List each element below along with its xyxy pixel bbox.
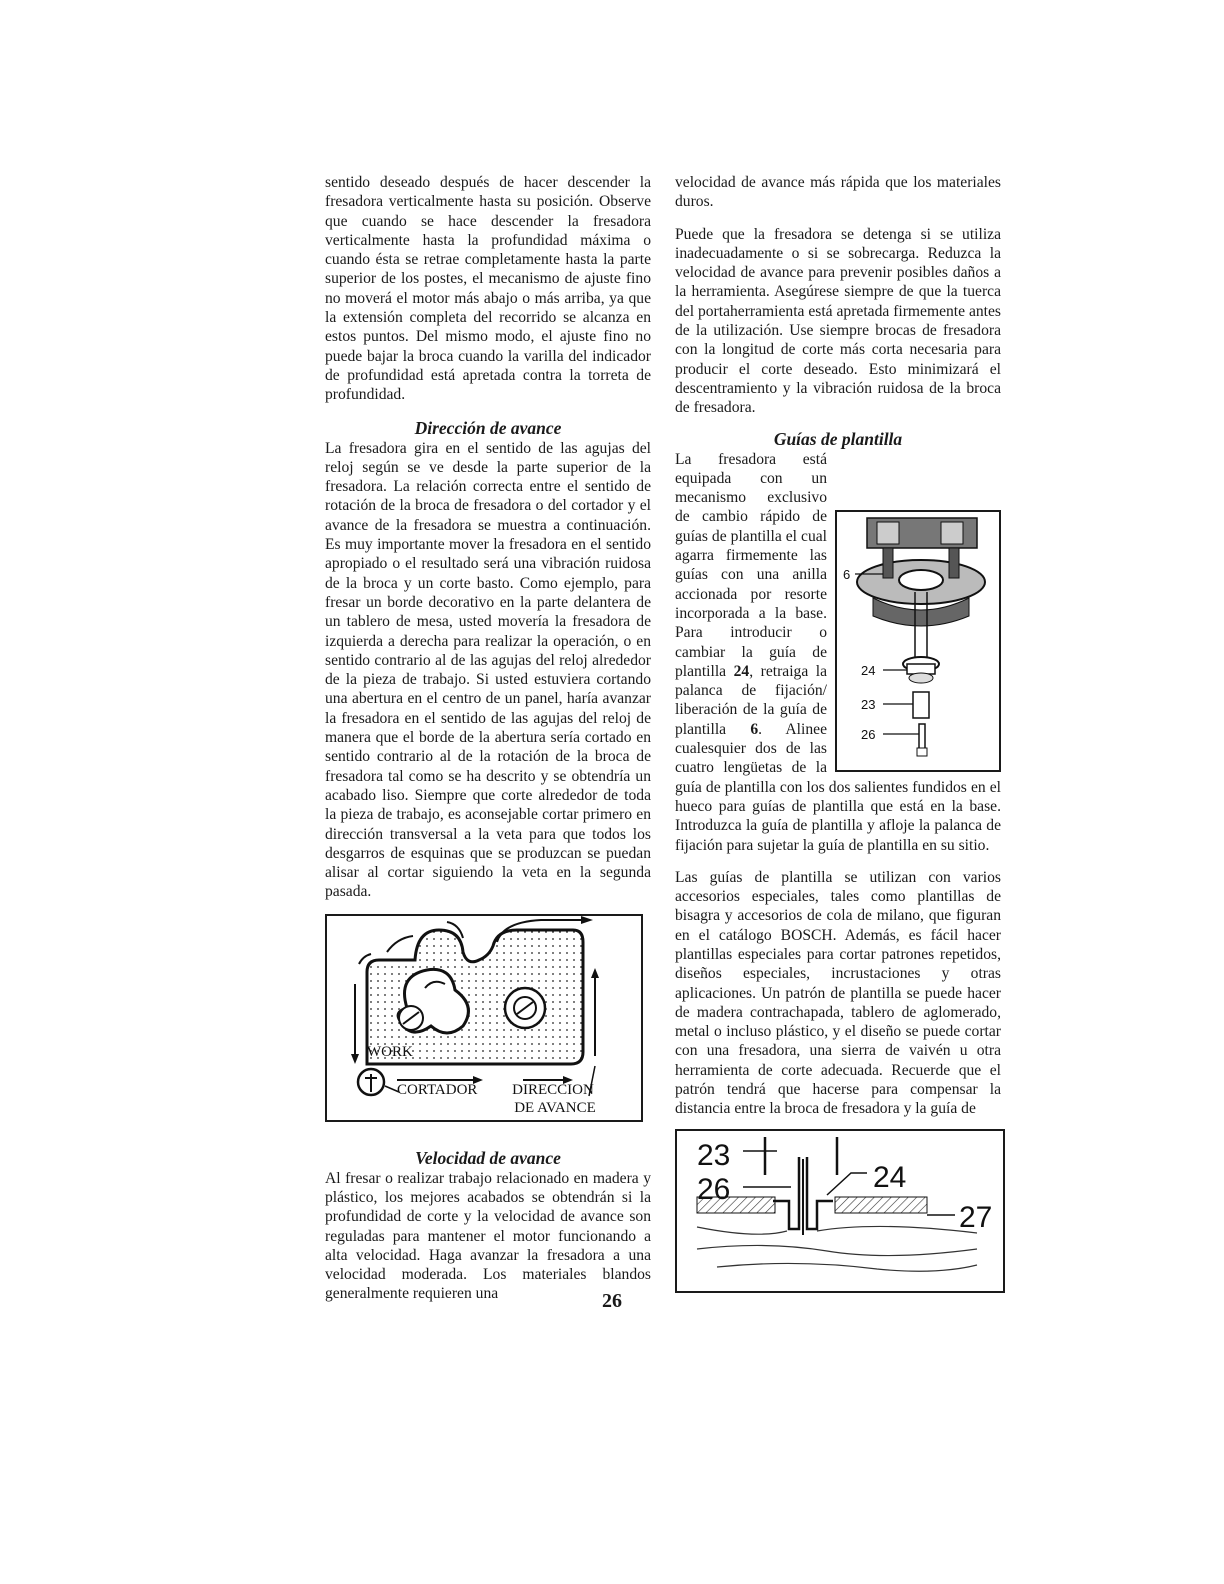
figure-feed-direction (325, 914, 643, 1122)
cutter-label: CORTADOR (397, 1081, 478, 1098)
paragraph-feed-speed: Al fresar o realizar trabajo relacionado en madera y plástico, los mejores acabados se obtendrán si la profundidad de corte y la velocidad de avance son reguladas para mantener el motor funcionando a alta velocidad. Haga avanzar la fresadora a una velocidad moderada. Los materiales blandos generalmente requieren una (325, 1169, 651, 1303)
direction-label-line2: DE AVANCE (514, 1099, 596, 1116)
label-24: 24 (873, 1160, 907, 1194)
figure-template-section (675, 1129, 1005, 1293)
left-column (325, 173, 651, 1304)
label-6: 6 (843, 566, 851, 582)
heading-template-guides: Guías de plantilla (773, 428, 903, 449)
label-23: 23 (697, 1138, 731, 1172)
paragraph-feed-direction: La fresadora gira en el sentido de las agujas del reloj según se ve desde la parte superior de la fresadora. La relación correcta entre el sentido de rotación de la broca de fresadora o del cortador y el avance de la fresadora se muestra a continuación. Es muy importante mover la fresadora en el sentido apropiado o el resultado será una vibración ruidosa de la broca y un corte basto. Como ejemplo, para fresar un borde decorativo en la parte delantera de un tablero de mesa, usted movería la fresadora de izquierda a derecha para realizar la operación, o en sentido contrario al de las agujas del reloj alrededor de la pieza de trabajo. Si usted estuviera cortando una abertura en el centro de un panel, haría avanzar la fresadora en el sentido de las agujas del reloj de manera que el borde de la abertura sería cortado en sentido contrario al de la rotación de la broca de fresadora tal como se ha descrito y se obtendría un acabado liso. Siempre que corte alrededor de toda la pieza de trabajo, es aconsejable cortar primero en dirección transversal a la veta para que todos los desgarros de esquinas que se produzcan se puedan alisar al cortar siguiendo la veta en la segunda pasada. (325, 439, 651, 901)
feed-direction-diagram (327, 916, 641, 1120)
page-number: 26 (602, 1290, 622, 1312)
work-label: WORK (367, 1043, 413, 1060)
label-26: 26 (861, 726, 876, 742)
label-27: 27 (959, 1200, 993, 1234)
paragraph-overload: Puede que la fresadora se detenga si se utiliza inadecuadamente o si se sobrecarga. Reduzca la velocidad de avance para prevenir posibles daños a la herramienta. Asegúrese siempre de que la tuerca del portaherramienta está apretada firmemente antes de la utilización. Use siempre brocas de fresadora con la longitud de corte más corta necesaria para producir el corte deseado. Esto minimizará el descentramiento y la vibración ruidosa de la broca de fresadora. (675, 225, 1001, 417)
arrow-curve-icon (387, 936, 413, 952)
heading-feed-direction: Dirección de avance (414, 417, 562, 438)
label-24: 24 (861, 662, 876, 678)
wood-grain (697, 1226, 977, 1271)
paragraph-template-uses: Las guías de plantilla se utilizan con varios accesorios especiales, tales como plantillas de bisagra y accesorios de cola de milano, que figuran en el catálogo BOSCH. Además, es fácil hacer plantillas especiales para cortar patrones repetidos, diseños especiales, incrustaciones y otras aplicaciones. Un patrón de plantilla se puede hacer de madera contrachapada, tablero de aglomerado, metal o incluso plástico, y el diseño se puede cortar con una fresadora, una sierra de vaivén u otra herramienta de corte adecuada. Recuerde que el patrón tendrá que hacerse para compensar la distancia entre la broca de fresadora y la guía de (675, 868, 1001, 1118)
template-section-diagram (677, 1131, 1003, 1291)
label-26: 26 (697, 1172, 731, 1206)
direction-label-line1: DIRECCION (512, 1081, 594, 1098)
paragraph-speed-cont: velocidad de avance más rápida que los materiales duros. (675, 174, 1001, 211)
template-guide-diagram (837, 512, 999, 770)
paragraph-fine-adjust: sentido deseado después de hacer descender la fresadora verticalmente hasta su posición. Observe que cuando se hace descender la fresadora verticalmente hasta la profundidad máxima o cuando ésta se retrae completamente hasta la parte superior de los postes, el mecanismo de ajuste fino no moverá el motor más abajo o más arriba, ya que la extensión completa del recorrido se alcanza en estos puntos. Del mismo modo, el ajuste fino no puede bajar la broca cuando la varilla del indicador de profundidad está apretada contra la torreta de profundidad. (325, 174, 651, 404)
right-column (675, 173, 1001, 1293)
label-23: 23 (861, 696, 876, 712)
paragraph-template-guides: 6 24 23 26 La fresadora está equipada con un mecanismo exclusivo de cambio rápido de guías de plantilla el cual agarra firmemente las guías con una anilla accionada por resorte incorporada a la base. Para introducir o cambiar la guía de plantilla 24, retraiga la palanca de fijación/ liberación de la guía de plantilla 6. Alinee cualesquier dos de las cuatro lengüetas de la guía de plantilla con los dos salientes fundidos en el hueco para guías de plantilla que está en la base. Introduzca la guía de plantilla y afloje la palanca de fijación para sujetar la guía de plantilla en su sitio. (675, 450, 1001, 854)
figure-template-guide (835, 510, 1001, 772)
heading-feed-speed: Velocidad de avance (415, 1147, 561, 1168)
